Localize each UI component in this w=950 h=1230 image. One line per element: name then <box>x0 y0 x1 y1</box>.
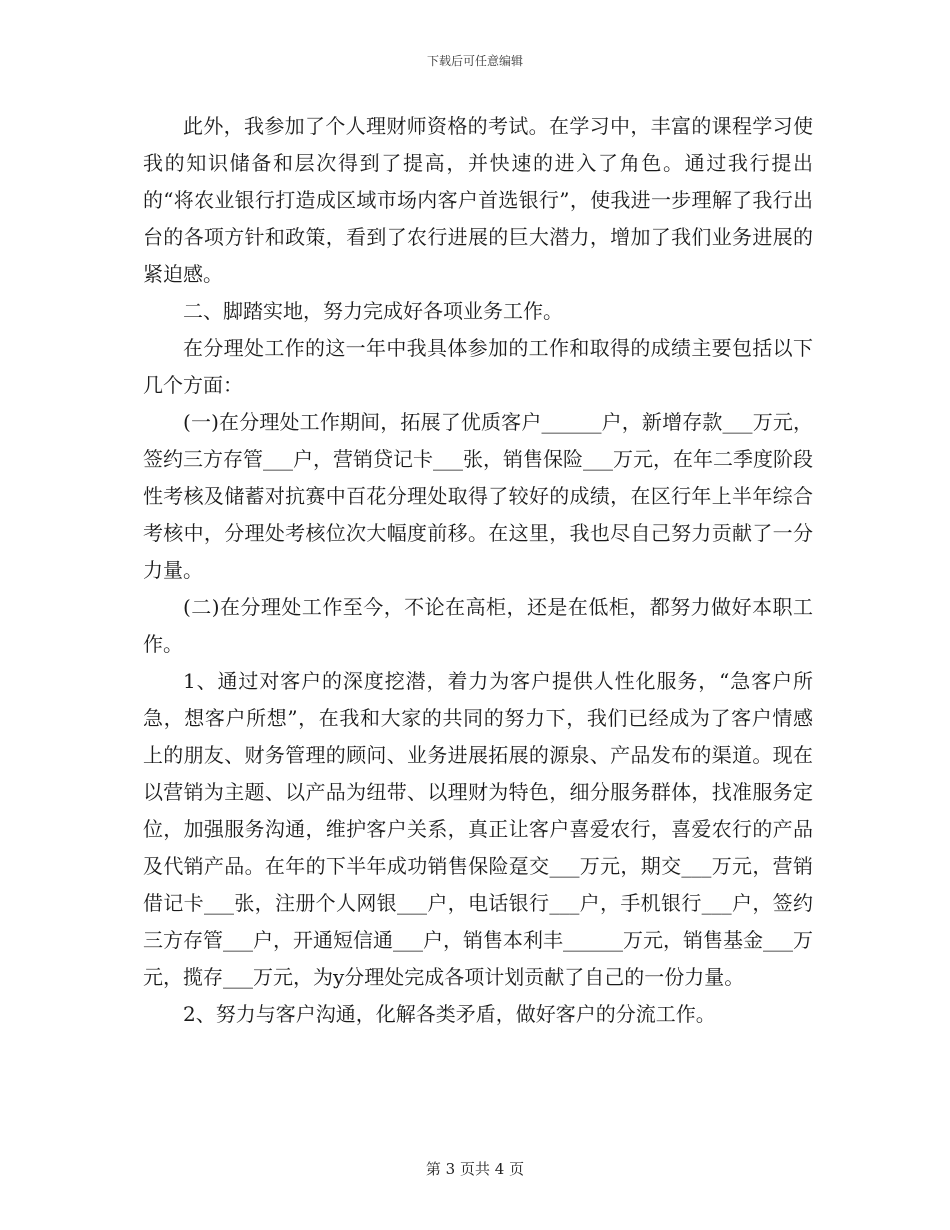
paragraph-5: (二)在分理处工作至今，不论在高柜，还是在低柜，都努力做好本职工作。 <box>143 595 813 656</box>
paragraph-1: 此外，我参加了个人理财师资格的考试。在学习中，丰富的课程学习使我的知识储备和层次得到了提高，并快速的进入了角色。通过我行提出的“将农业银行打造成区域市场内客户首选银行”，使我进一步理解了我行出台的各项方针和政策，看到了农行进展的巨大潜力，增加了我们业务进展的紧迫感。 <box>143 114 813 286</box>
section-heading-2: 二、脚踏实地，努力完成好各项业务工作。 <box>183 299 563 323</box>
paragraph-3: 在分理处工作的这一年中我具体参加的工作和取得的成绩主要包括以下几个方面： <box>143 336 813 397</box>
paragraph-7: 2、努力与客户沟通，化解各类矛盾，做好客户的分流工作。 <box>183 1002 716 1026</box>
paragraph-4: (一)在分理处工作期间，拓展了优质客户______户，新增存款___万元，签约三方存管___户，营销贷记卡___张，销售保险___万元，在年二季度阶段性考核及储蓄对抗赛中百花分理处取得了较好的成绩，在区行年上半年综合考核中，分理处考核位次大幅度前移。在这里，我也尽自己努力贡献了一分力量。 <box>143 410 813 582</box>
paragraph-6: 1、通过对客户的深度挖潜，着力为客户提供人性化服务，“急客户所急，想客户所想”，在我和大家的共同的努力下，我们已经成为了客户情感上的朋友、财务管理的顾问、业务进展拓展的源泉、产品发布的渠道。现在以营销为主题、以产品为纽带、以理财为特色，细分服务群体，找准服务定位，加强服务沟通，维护客户关系，真正让客户喜爱农行，喜爱农行的产品及代销产品。在年的下半年成功销售保险趸交___万元，期交___万元，营销借记卡___张，注册个人网银___户，电话银行___户，手机银行___户，签约三方存管___户，开通短信通___户，销售本利丰______万元，销售基金___万元，揽存___万元，为y分理处完成各项计划贡献了自己的一份力量。 <box>143 669 813 989</box>
page-footer: 第 3 页共 4 页 <box>425 1160 525 1178</box>
document-body <box>143 108 813 1033</box>
page-header: 下载后可任意编辑 <box>426 54 523 68</box>
